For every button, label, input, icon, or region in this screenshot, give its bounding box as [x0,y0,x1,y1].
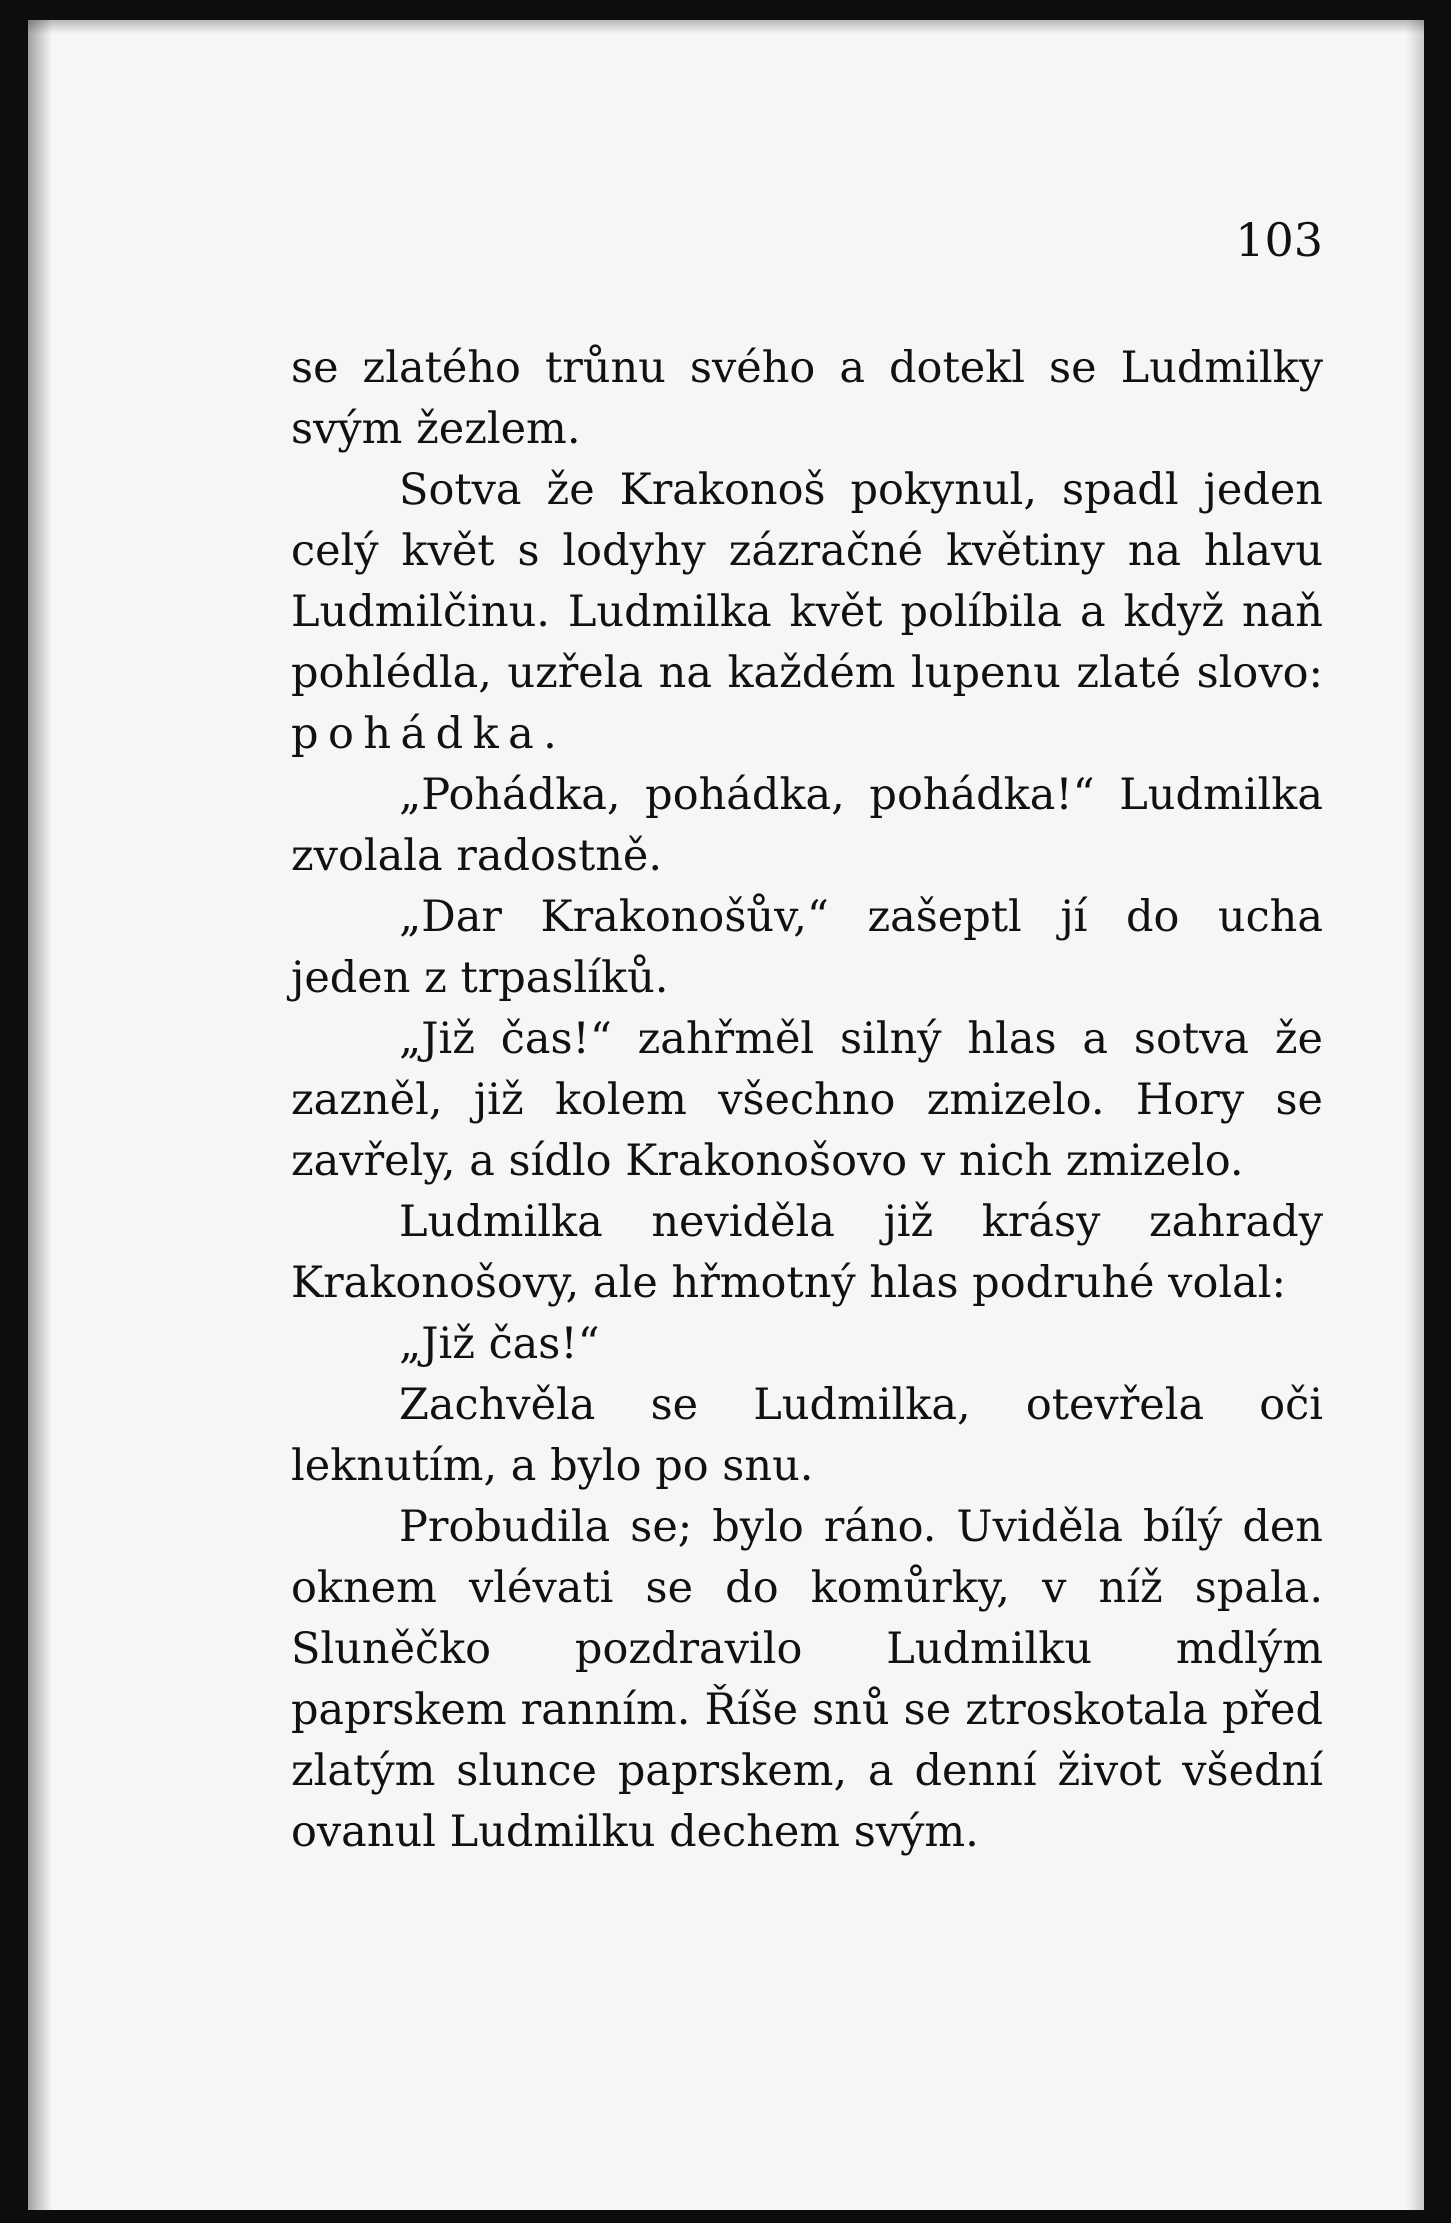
paragraph-text: Sotva že Krakonoš pokynul, spadl jeden celý květ s lodyhy zázračné květiny na hlavu Ludmilčinu. Ludmilka květ políbila a když naň pohlédla, uzřela na každém lupenu zlaté slovo: [291,465,1323,698]
page-edge-shadow-left [28,20,52,2210]
paragraph: Probudila se; bylo ráno. Uviděla bílý den oknem vlévati se do komůrky, v níž spala. Sluněčko pozdravilo Ludmilku mdlým paprskem ranním. Říše snů se ztroskotala před zlatým slunce paprskem, a denní život všední ovanul Ludmilku dechem svým. [291,1502,1323,1857]
paragraph: Ludmilka neviděla již krásy zahrady Krakonošovy, ale hřmotný hlas podruhé volal: [291,1197,1323,1308]
page-edge-shadow-right [1406,20,1424,2210]
body-text [291,338,1323,1863]
paragraph: „Pohádka, pohádka, pohádka!“ Ludmilka zvolala radostně. [291,770,1323,881]
paragraph: se zlatého trůnu svého a dotekl se Ludmilky svým žezlem. [291,343,1323,454]
page-number: 103 [1235,213,1323,267]
spaced-word: pohádka. [291,709,567,759]
book-page [28,20,1424,2210]
paragraph: „Dar Krakonošův,“ zašeptl jí do ucha jeden z trpaslíků. [291,892,1323,1003]
paragraph: „Již čas!“ [399,1319,600,1369]
paragraph [291,460,1323,765]
paragraph: „Již čas!“ zahřměl silný hlas a sotva že zazněl, již kolem všechno zmizelo. Hory se zavřely, a sídlo Krakonošovo v nich zmizelo. [291,1014,1323,1186]
page-edge-shadow-top [28,20,1424,34]
paragraph: Zachvěla se Ludmilka, otevřela oči leknutím, a bylo po snu. [291,1380,1323,1491]
